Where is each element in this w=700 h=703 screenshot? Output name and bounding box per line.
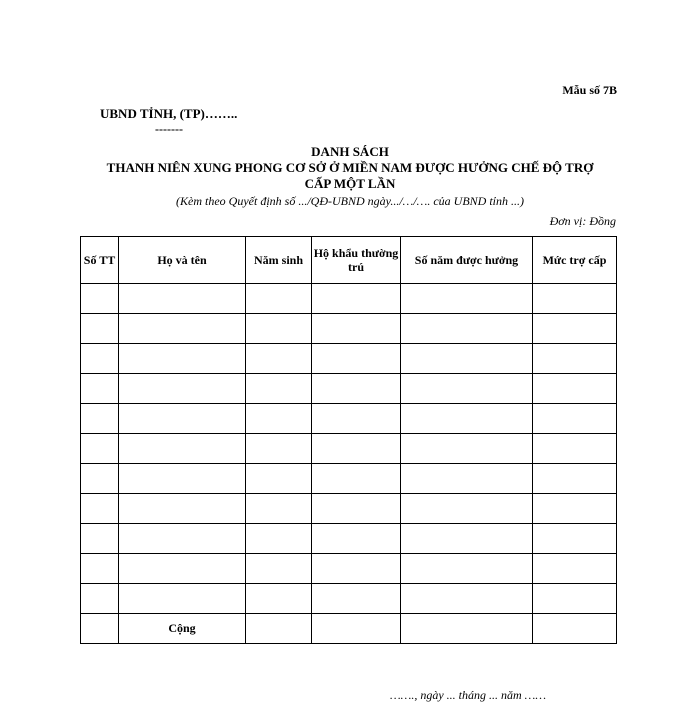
table-cell-birth-year [246, 374, 312, 404]
table-cell-index [81, 554, 119, 584]
table-cell-amount [533, 374, 617, 404]
table-cell-residence [312, 524, 401, 554]
table-cell-birth-year [246, 464, 312, 494]
table-cell-residence [312, 464, 401, 494]
table-cell-years [401, 344, 533, 374]
agency-divider: ------- [155, 122, 183, 136]
beneficiary-table [80, 236, 617, 644]
table-cell-amount [533, 494, 617, 524]
table-cell-birth-year [246, 554, 312, 584]
table-cell-residence [312, 374, 401, 404]
table-cell-name [119, 584, 246, 614]
document-title-block [80, 144, 620, 209]
table-cell-index [81, 434, 119, 464]
table-cell-birth-year [246, 524, 312, 554]
table-row [81, 464, 617, 494]
column-header-index: Số TT [81, 237, 119, 284]
table-cell-birth-year [246, 614, 312, 644]
table-cell-birth-year [246, 434, 312, 464]
table-cell-years [401, 524, 533, 554]
table-cell-amount [533, 524, 617, 554]
table-cell-years [401, 404, 533, 434]
column-header-name: Họ và tên [119, 237, 246, 284]
table-row [81, 374, 617, 404]
table-cell-birth-year [246, 494, 312, 524]
table-cell-index [81, 284, 119, 314]
table-row [81, 284, 617, 314]
table-cell-index [81, 314, 119, 344]
table-cell-name [119, 434, 246, 464]
table-cell-residence [312, 614, 401, 644]
table-cell-birth-year [246, 284, 312, 314]
table-cell-name [119, 344, 246, 374]
table-row [81, 434, 617, 464]
table-body [81, 284, 617, 644]
table-cell-years [401, 554, 533, 584]
table-cell-residence [312, 314, 401, 344]
table-cell-birth-year [246, 584, 312, 614]
table-cell-name [119, 554, 246, 584]
table-row [81, 404, 617, 434]
table-cell-years [401, 584, 533, 614]
total-label: Cộng [119, 614, 246, 644]
table-cell-name [119, 464, 246, 494]
table-cell-years [401, 614, 533, 644]
table-cell-residence [312, 344, 401, 374]
column-header-amount: Mức trợ cấp [533, 237, 617, 284]
table-cell-amount [533, 434, 617, 464]
table-row [81, 584, 617, 614]
agency-name: UBND TỈNH, (TP)…….. [100, 106, 238, 121]
column-header-residence: Hộ khẩu thường trú [312, 237, 401, 284]
table-cell-index [81, 404, 119, 434]
table-cell-amount [533, 554, 617, 584]
document-subtitle: (Kèm theo Quyết định số .../QĐ-UBND ngày.../…/…. của UBND tỉnh ...) [176, 194, 524, 208]
table-row [81, 554, 617, 584]
table-cell-residence [312, 404, 401, 434]
table-cell-years [401, 374, 533, 404]
table-cell-amount [533, 314, 617, 344]
table-cell-years [401, 464, 533, 494]
table-cell-index [81, 524, 119, 554]
table-row [81, 494, 617, 524]
table-cell-amount [533, 284, 617, 314]
table-cell-amount [533, 404, 617, 434]
table-row [81, 524, 617, 554]
table-cell-index [81, 374, 119, 404]
table-cell-index [81, 584, 119, 614]
table-row [81, 314, 617, 344]
table-cell-years [401, 284, 533, 314]
table-cell-index [81, 344, 119, 374]
table-cell-years [401, 434, 533, 464]
table-cell-residence [312, 494, 401, 524]
table-cell-birth-year [246, 314, 312, 344]
column-header-years: Số năm được hưởng [401, 237, 533, 284]
table-cell-amount [533, 344, 617, 374]
form-number: Mẫu số 7B [562, 83, 617, 97]
table-cell-amount [533, 584, 617, 614]
table-cell-name [119, 374, 246, 404]
table-cell-birth-year [246, 344, 312, 374]
table-row [81, 344, 617, 374]
currency-unit: Đơn vị: Đồng [549, 214, 616, 228]
table-header-row [81, 237, 617, 284]
table-cell-residence [312, 434, 401, 464]
table-cell-name [119, 404, 246, 434]
table-cell-birth-year [246, 404, 312, 434]
table-cell-years [401, 494, 533, 524]
table-cell-amount [533, 464, 617, 494]
table-cell-name [119, 494, 246, 524]
table-cell-residence [312, 284, 401, 314]
document-title-line-3: CẤP MỘT LẦN [304, 176, 396, 191]
document-title: DANH SÁCH [311, 144, 389, 159]
table-total-row [81, 614, 617, 644]
document-title-line-2: THANH NIÊN XUNG PHONG CƠ SỞ Ở MIỀN NAM ĐƯỢC HƯỞNG CHẾ ĐỘ TRỢ [106, 160, 594, 175]
table-cell-index [81, 464, 119, 494]
column-header-birth-year: Năm sinh [246, 237, 312, 284]
table-cell-years [401, 314, 533, 344]
table-cell-name [119, 524, 246, 554]
table-cell-amount [533, 614, 617, 644]
table-cell-residence [312, 554, 401, 584]
date-place-line: ……., ngày ... tháng ... năm …… [390, 688, 547, 702]
table-cell-name [119, 314, 246, 344]
table-cell-name [119, 284, 246, 314]
table-cell-index [81, 494, 119, 524]
table-cell-residence [312, 584, 401, 614]
table-cell-index [81, 614, 119, 644]
